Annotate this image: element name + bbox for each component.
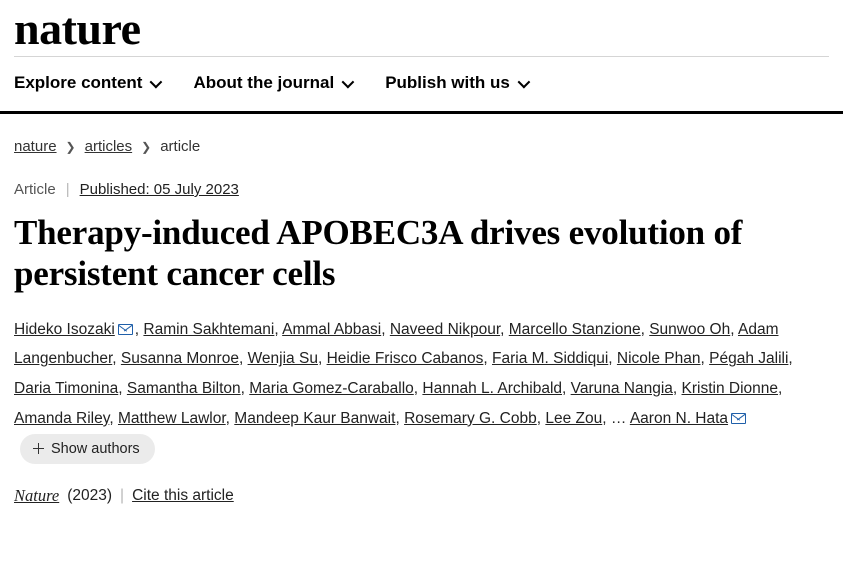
journal-year: (2023) [67, 486, 113, 504]
email-icon[interactable] [731, 413, 746, 424]
journal-name-link[interactable]: Nature [14, 485, 60, 505]
author-separator: , [118, 380, 127, 398]
author-separator: , [672, 380, 682, 398]
author-list [14, 315, 829, 464]
author-separator: , [395, 409, 405, 427]
author-link[interactable]: Marcello Stanzione [508, 320, 641, 338]
author-link[interactable]: Wenjia Su [247, 350, 318, 368]
publication-date-link[interactable]: Published: 05 July 2023 [79, 181, 239, 198]
article-meta [14, 181, 829, 198]
chevron-down-icon [517, 75, 530, 88]
author-link[interactable]: Maria Gomez-Caraballo [249, 380, 414, 398]
show-authors-label: Show authors [51, 440, 140, 457]
author-separator: , [500, 320, 509, 338]
author-separator: , [562, 380, 571, 398]
breadcrumb-item-articles[interactable]: articles [84, 138, 133, 155]
nav-item-label: Explore content [14, 73, 143, 92]
site-masthead [0, 0, 843, 56]
author-separator: , [112, 350, 121, 368]
nav-item-label: Publish with us [385, 73, 510, 92]
author-link[interactable]: Naveed Nikpour [389, 320, 501, 338]
author-separator: , [640, 320, 650, 338]
author-link[interactable]: Mandeep Kaur Banwait [234, 409, 396, 427]
show-authors-button[interactable] [20, 434, 155, 464]
author-link[interactable]: Daria Timonina [14, 380, 119, 398]
meta-divider: | [65, 181, 70, 198]
author-separator: , [109, 409, 118, 427]
author-separator: , [240, 380, 250, 398]
journal-citation [14, 486, 829, 506]
author-link[interactable]: Hannah L. Archibald [422, 380, 563, 398]
author-link[interactable]: Kristin Dionne [681, 380, 779, 398]
author-link[interactable]: Varuna Nangia [570, 380, 673, 398]
breadcrumb-item-current: article [160, 138, 201, 155]
chevron-down-icon [150, 75, 163, 88]
citation-divider: | [120, 486, 125, 504]
author-separator: , [788, 350, 793, 368]
author-link[interactable]: Sunwoo Oh [649, 320, 731, 338]
breadcrumb-item-nature[interactable]: nature [14, 138, 57, 155]
author-link[interactable]: Hideko Isozaki [14, 320, 115, 338]
author-link[interactable]: Lee Zou [545, 409, 603, 427]
cite-this-article-link[interactable]: Cite this article [132, 486, 234, 504]
author-link[interactable]: Faria M. Siddiqui [492, 350, 609, 368]
author-link[interactable]: Samantha Bilton [126, 380, 241, 398]
author-link[interactable]: Ammal Abbasi [282, 320, 382, 338]
author-separator: , [134, 320, 144, 338]
primary-navigation [0, 57, 843, 111]
author-separator: , [274, 320, 283, 338]
author-link[interactable]: Rosemary G. Cobb [404, 409, 537, 427]
author-separator: , [536, 409, 546, 427]
breadcrumb-separator-icon: ❯ [65, 139, 76, 154]
author-link[interactable]: Susanna Monroe [120, 350, 239, 368]
author-link[interactable]: Matthew Lawlor [117, 409, 226, 427]
chevron-down-icon [342, 75, 355, 88]
author-link[interactable]: Amanda Riley [14, 409, 110, 427]
nav-item-about-the-journal[interactable] [193, 73, 351, 93]
plus-icon [33, 443, 44, 454]
author-separator: , [225, 409, 235, 427]
author-link[interactable]: Aaron N. Hata [629, 409, 729, 427]
author-link[interactable]: Nicole Phan [616, 350, 701, 368]
author-separator: , [317, 350, 327, 368]
author-link[interactable]: Heidie Frisco Cabanos [326, 350, 484, 368]
author-separator: , [608, 350, 617, 368]
nature-logo[interactable]: nature [14, 3, 141, 54]
author-link[interactable]: Ramin Sakhtemani [143, 320, 275, 338]
author-separator: , [381, 320, 390, 338]
nav-item-explore-content[interactable] [14, 73, 159, 93]
author-separator: , [238, 350, 248, 368]
article-header [0, 114, 843, 506]
author-separator: , [730, 320, 738, 338]
nav-item-publish-with-us[interactable] [385, 73, 527, 93]
author-separator: , [778, 380, 783, 398]
author-link[interactable]: Adam Langenbucher [14, 320, 779, 368]
author-link[interactable]: Pégah Jalili [709, 350, 789, 368]
author-separator: , [700, 350, 710, 368]
author-separator: , [602, 409, 611, 427]
author-separator: , [483, 350, 492, 368]
author-ellipsis: … [610, 409, 630, 427]
page-title: Therapy-induced APOBEC3A drives evolution of persistent cancer cells [14, 213, 743, 294]
email-icon[interactable] [118, 324, 133, 335]
author-separator: , [413, 380, 423, 398]
nav-item-label: About the journal [193, 73, 335, 92]
article-type-label: Article [14, 181, 56, 198]
breadcrumb-separator-icon: ❯ [141, 139, 152, 154]
breadcrumb [14, 114, 829, 155]
